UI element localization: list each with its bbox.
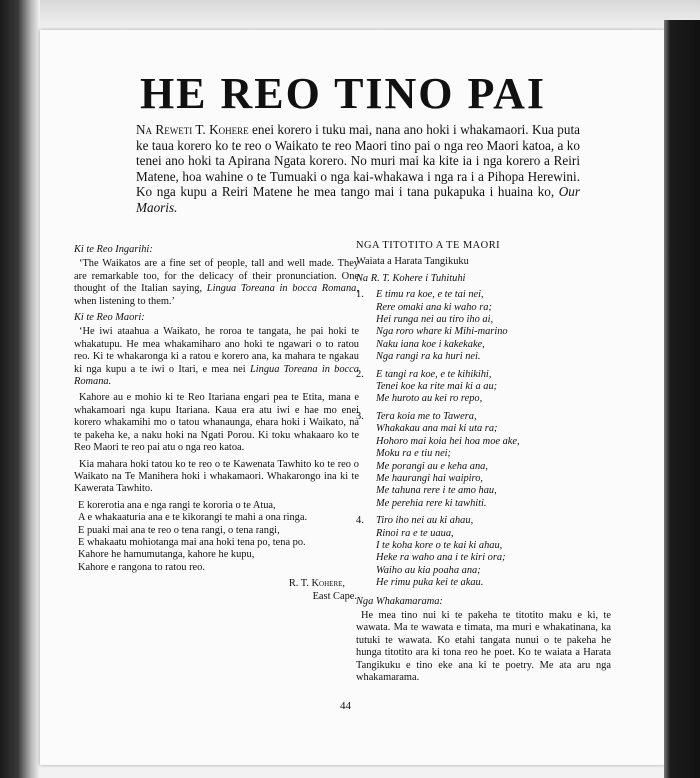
stanza-line: Tera koia me to Tawera, (376, 410, 477, 422)
stanza-number: 1. (356, 289, 364, 301)
stanza-line: Me tahuna rere i te amo hau, (376, 485, 497, 497)
left-column (74, 244, 359, 603)
stanza-line: E timu ra koe, e te tai nei, (376, 289, 484, 301)
stanza-line: Whakakau ana mai ki uta ra; (376, 423, 498, 435)
stanza-line: Tenei koe ka rite mai ki a au; (376, 381, 498, 393)
stanza-line: Waiho au kia poaha ana; (376, 564, 481, 576)
english-quote-end: when listening to them.’ (74, 295, 176, 307)
stanza-line: Nga roro whare ki Mihi-marino (376, 326, 508, 338)
stanza-line: Naku iana koe i kakekake, (376, 338, 485, 350)
stanza-line: Moku ra e tiu nei; (376, 448, 452, 460)
scan-left-edge (0, 0, 40, 778)
maori-quote (74, 326, 359, 388)
maori-quote-text: ‘He iwi ataahua a Waikato, he roroa te tangata, he pai hoki te whakatupu. He mea whakamiharo ano hoki te ngawari o to ratou reo. Ki te whakaronga ki a ratou e korero ana, ka mahara te ngakau ki nga kupu a te iwi o Itari, e mea nei (74, 326, 359, 375)
verse-line: Kahore e rangona to ratou reo. (78, 561, 205, 573)
verse-line: E whakaatu mohiotanga mai ana hoki tena po, tena po. (78, 536, 306, 548)
english-heading: Ki te Reo Ingarihi: (74, 244, 153, 255)
english-quote (74, 258, 359, 308)
page-number: 44 (340, 700, 351, 712)
stanza-line: Hohoro mai koia hei hoa moe ake, (376, 435, 520, 447)
english-quote-text: ‘The Waikatos are a fine set of people, tall and well made. They are remarkable too, for the delicacy of their pronunciation. One thought of the Italian saying, (74, 258, 359, 295)
stanza-line: Me huroto au kei ro repo, (376, 393, 483, 405)
stanza-line: Hei runga nei au tiro iho ai, (376, 314, 494, 326)
paragraph-old-testament: Kia mahara hoki tatou ko te reo o te Kawenata Tawhito ko te reo o Waikato na Te Manihera hoki i whakamaori. Whakarongo ina ki te Kawerata Tawhito. (74, 458, 359, 495)
scan-top-shadow (0, 0, 700, 30)
maori-italian-saying: Lingua Toreana in bocca Romana. (74, 363, 359, 388)
stanza-1 (356, 289, 611, 363)
right-column (356, 240, 611, 688)
song-author: Na R. T. Kohere i Tuhituhi (356, 272, 466, 284)
stanza-line: Me perehia rere ki tawhiti. (376, 497, 487, 509)
signature-name: R. T. Kohere, (288, 578, 345, 590)
scripture-verse (74, 500, 359, 574)
intro-author: Na Reweti T. Kohere (136, 122, 249, 137)
paragraph-italian-language: Kahore au e mohio ki te Reo Itariana engari pea te Etita, mana e whakamoari nga kupu Itariana. Kaua era atu iwi e hae mo enei korero whakamihi mo o tatou whanaunga, ehara hoki i Waikato, na te pakeha ke, a naku hoki na Ngati Porou. Ki toku whakaaro ko te Reo Maori te reo pai atu o nga reo katoa. (74, 392, 359, 454)
stanza-line: Heke ra waho ana i te kiri ora; (376, 552, 506, 564)
verse-line: Kahore he hamumutanga, kahore he kupu, (78, 549, 255, 561)
book-spine (664, 20, 700, 778)
notes-heading: Nga Whakamarama: (356, 595, 443, 607)
intro-book-title: Our Maoris. (136, 184, 581, 215)
signature (74, 578, 359, 603)
intro-paragraph (136, 122, 580, 215)
stanza-2 (356, 369, 611, 406)
verse-line: E puaki mai ana te reo o tena rangi, o tena rangi, (78, 524, 280, 536)
stanza-line: He rimu puka kei te akau. (376, 577, 484, 589)
signature-place: East Cape. (312, 590, 357, 602)
stanza-line: Nga rangi ra ka huri nei. (376, 351, 481, 363)
english-italian-saying: Lingua Toreana in bocca Romana, (206, 283, 359, 295)
maori-heading: Ki te Reo Maori: (74, 312, 145, 324)
stanza-3 (356, 411, 611, 510)
stanza-number: 4. (356, 515, 364, 527)
stanza-number: 2. (356, 368, 364, 380)
stanza-line: I te koha kore o te kai ki ahau, (376, 539, 503, 551)
verse-line: E korerotia ana e nga rangi te kororia o te Atua, (78, 499, 276, 511)
stanza-4 (356, 515, 611, 589)
page-title: HE REO TINO PAI (139, 69, 547, 118)
stanza-line: Rinoi ra e te uaua, (376, 527, 454, 539)
song-subtitle: Waiata a Harata Tangikuku (356, 256, 469, 268)
song-section-title: NGA TITOTITO A TE MAORI (356, 240, 501, 251)
stanza-line: Me haurangi hai waipiro, (376, 472, 483, 484)
intro-text: enei korero i tuku mai, nana ano hoki i whakamaori. Kua puta ke taua korero ko te reo o Waikato te reo Maori tino pai o nga reo Maori katoa, a ko tenei ano hoki ta Apirana Ngata korero. No muri mai ka kite ia i nga korero a Reiri Matene, hoa wahine o te Tumuaki o nga kai-whakawa i nga ra i a Pihopa Herewini. Ko nga kupu a Reiri Matene he mea tango mai i tana pukapuka i huaina ko, (136, 122, 580, 199)
verse-line: A e whakaaturia ana e te kikorangi te mahi a ona ringa. (78, 512, 308, 524)
stanza-line: E tangi ra koe, e te kihikihi, (376, 368, 492, 380)
stanza-number: 3. (356, 410, 364, 422)
stanza-line: Me porangi au e keha ana, (376, 460, 488, 472)
stanza-line: Tiro iho nei au ki ahau, (376, 515, 474, 527)
stanza-line: Rere omaki ana ki waho ra; (376, 301, 492, 313)
notes-text: He mea tino nui ki te pakeha te titotito maku e ki, te wawata. Ma te wawata e timata, ma muri e whakatinana, ka tutuki te wawata. Ko etahi tangata nunui o te pakeha he hunga titotito ara ki tona reo he poet. Ko te waiata a Harata Tangikuku e tino eke ana ki te poetry. Me ata aru nga whakamarama. (356, 609, 611, 683)
